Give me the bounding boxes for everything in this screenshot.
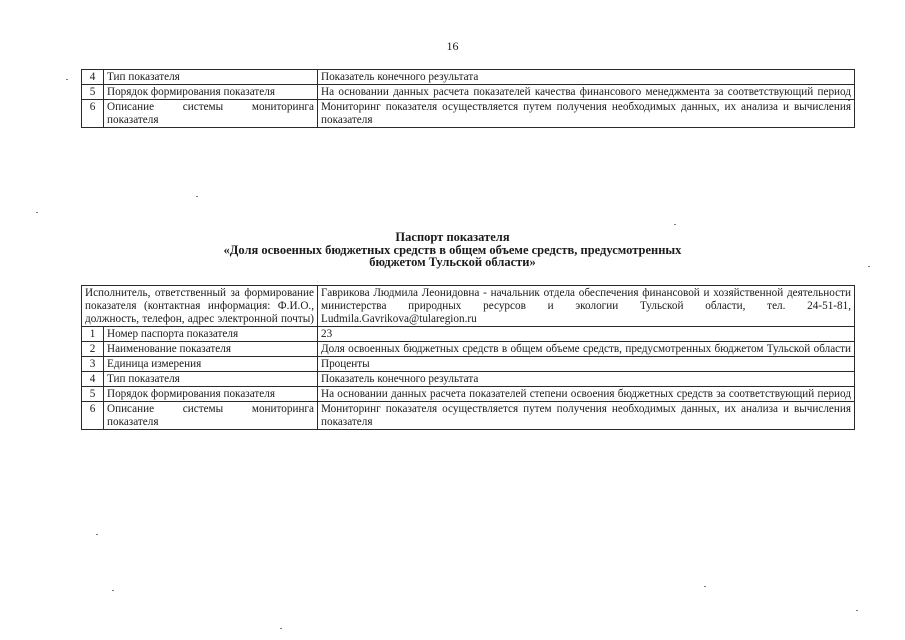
row-number: 4 (82, 70, 104, 85)
row-value: Проценты (318, 357, 855, 372)
scan-speck (868, 266, 870, 267)
row-number: 4 (82, 372, 104, 387)
page-number: 16 (446, 39, 459, 53)
row-number: 3 (82, 357, 104, 372)
passport-title (0, 231, 905, 269)
table-row (82, 327, 855, 342)
row-label: Тип показателя (104, 70, 318, 85)
row-number: 5 (82, 387, 104, 402)
passport-title-line: Паспорт показателя (395, 230, 510, 244)
row-label: Описание системы мониторинга показателя (104, 100, 318, 128)
top-indicator-table (81, 69, 855, 128)
row-number: 1 (82, 327, 104, 342)
row-label: Описание системы мониторинга показателя (104, 402, 318, 430)
table-row (82, 387, 855, 402)
scan-speck (856, 610, 858, 611)
scan-speck (96, 534, 98, 535)
table-row-executor (82, 286, 855, 327)
row-number: 2 (82, 342, 104, 357)
row-label: Номер паспорта показателя (104, 327, 318, 342)
scan-speck (704, 586, 706, 587)
scan-speck (196, 196, 198, 197)
table-row (82, 70, 855, 85)
table-row (82, 85, 855, 100)
executor-label: Исполнитель, ответственный за формирование показателя (контактная информация: Ф.И.О., должность, телефон, адрес электронной почты) (82, 286, 318, 327)
row-value: Доля освоенных бюджетных средств в общем объеме средств, предусмотренных бюджетом Тульской области (318, 342, 855, 357)
row-value: На основании данных расчета показателей качества финансового менеджмента за соответствующий период (318, 85, 855, 100)
table-row (82, 372, 855, 387)
row-label: Порядок формирования показателя (104, 387, 318, 402)
table-row (82, 357, 855, 372)
row-value: Мониторинг показателя осуществляется путем получения необходимых данных, их анализа и вычисления показателя (318, 402, 855, 430)
row-number: 5 (82, 85, 104, 100)
row-value: Мониторинг показателя осуществляется путем получения необходимых данных, их анализа и вычисления показателя (318, 100, 855, 128)
scan-speck (112, 590, 114, 591)
row-value: 23 (318, 327, 855, 342)
scan-speck (674, 224, 676, 225)
table-row (82, 402, 855, 430)
row-value: На основании данных расчета показателей степени освоения бюджетных средств за соответствующий период (318, 387, 855, 402)
scan-speck (848, 100, 850, 101)
row-value: Показатель конечного результата (318, 70, 855, 85)
row-label: Единица измерения (104, 357, 318, 372)
passport-title-line: «Доля освоенных бюджетных средств в общем объеме средств, предусмотренных (223, 242, 682, 257)
row-label: Наименование показателя (104, 342, 318, 357)
row-label: Тип показателя (104, 372, 318, 387)
row-number: 6 (82, 100, 104, 128)
row-number: 6 (82, 402, 104, 430)
table-row (82, 100, 855, 128)
table-row (82, 342, 855, 357)
row-label: Порядок формирования показателя (104, 85, 318, 100)
scan-speck (36, 212, 38, 213)
passport-title-line: бюджетом Тульской области» (369, 255, 536, 269)
executor-value: Гаврикова Людмила Леонидовна - начальник отдела обеспечения финансовой и хозяйственной деятельности министерства природных ресурсов и экологии Тульской области, тел. 24-51-81, Ludmila.Gavrikova@tularegion.ru (318, 286, 855, 327)
row-value: Показатель конечного результата (318, 372, 855, 387)
scan-speck (280, 628, 282, 629)
passport-table (81, 285, 855, 430)
scan-speck (66, 79, 68, 80)
